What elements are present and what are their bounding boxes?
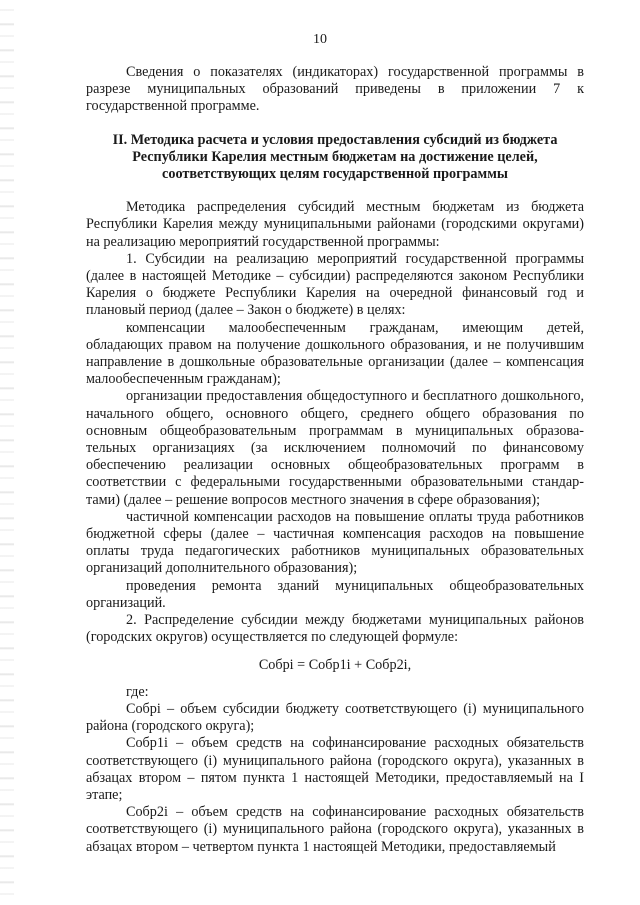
section-heading: II. Методика расчета и условия предоставления субсидий из бюджета Республики Карелия местным бюджетам на достижение целей, соответствующих целям государственной программы [112, 131, 558, 183]
paragraph-repair: проведения ремонта зданий муниципальных общеобразовательных организаций. [86, 577, 584, 611]
definition-sobr1: Собр1i – объем средств на софинансирование расходных обязательств соответствующего (i) муниципального района (городского округа), указанных в абзацах втором – пятом пункта 1 настоящей Методики, предоставляемый на I этапе; [86, 735, 584, 803]
paragraph-item-2: 2. Распределение субсидии между бюджетами муниципальных районов (городских округов) осуществляется по следующей формуле: [86, 612, 584, 646]
paragraph-methodology: Методика распределения субсидий местным бюджетам из бюджета Республики Карелия между муниципальными районами (городскими округами) на реализацию мероприятий государственной программы: [86, 199, 584, 250]
formula: Собрi = Собр1i + Собр2i, [258, 656, 412, 673]
page-body [86, 64, 584, 856]
definition-sobr: Собрi – объем субсидии бюджету соответствующего (i) муниципального района (городского округа); [86, 700, 584, 735]
paragraph-organization: организации предоставления общедоступного и бесплатного дошкольного, начального общего, основного общего, среднего общего образования по основным общеобразовательным программам в муниципальных образова-тельных организациях (за исключением полномочий по финансовому обеспечению реализации основных общеобразовательных программ в соответствии с федеральными государственными образовательными стандар-тами) (далее – решение вопросов местного значения в сфере образования); [86, 388, 584, 508]
intro-paragraph: Сведения о показателях (индикаторах) государственной программы в разрезе муниципальных образований приведены в приложении 7 к государственной программе. [86, 64, 584, 115]
where-label: где: [126, 683, 149, 700]
page-number: 10 [313, 32, 327, 47]
paragraph-item-1: 1. Субсидии на реализацию мероприятий государственной программы (далее в настоящей Методике – субсидии) распределяются законом Республики Карелия о бюджете Республики Карелия на очередной финансовый год и плановый период (далее – Закон о бюджете) в целях: [86, 250, 584, 319]
paragraph-partial-compensation: частичной компенсации расходов на повышение оплаты труда работников бюджетной сферы (далее – частичная компенсация расходов на повышение оплаты труда педагогических работников муниципальных образовательных организаций дополнительного образования); [86, 508, 584, 577]
definition-sobr2: Собр2i – объем средств на софинансирование расходных обязательств соответствующего (i) муниципального района (городского округа), указанных в абзацах втором – четвертом пункта 1 настоящей Методики, предоставляемый [86, 804, 584, 855]
paragraph-compensation: компенсации малообеспеченным гражданам, имеющим детей, обладающих правом на получение дошкольного образования, и не получившим направление в дошкольные образовательные организации (далее – компенсация малообеспеченным гражданам); [86, 319, 584, 388]
scan-edge-artifact [0, 0, 14, 905]
